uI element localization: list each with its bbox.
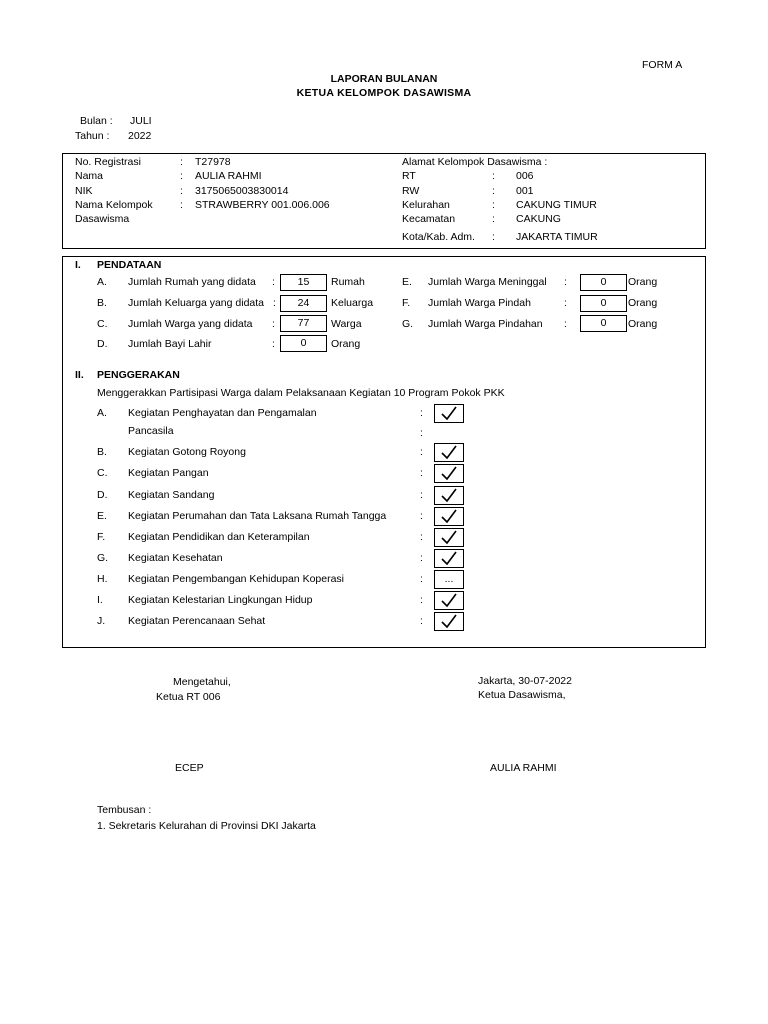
kelompok-label-2: Dasawisma: [75, 213, 130, 225]
unit-label: Orang: [331, 338, 361, 350]
activity-label-continued: Pancasila: [128, 425, 174, 437]
tahun-label: Tahun :: [75, 130, 110, 142]
activity-checkbox[interactable]: [434, 507, 464, 526]
colon: :: [180, 199, 183, 211]
item-label: Jumlah Warga Meninggal: [428, 276, 547, 288]
checkmark-icon: [440, 488, 458, 503]
unit-label: Orang: [628, 318, 658, 330]
item-letter: F.: [402, 297, 411, 309]
rt-label: RT: [402, 170, 416, 182]
mengetahui-label: Mengetahui,: [173, 676, 231, 688]
value-field[interactable]: 0: [580, 274, 627, 291]
item-letter: C.: [97, 318, 108, 330]
item-letter: E.: [402, 276, 412, 288]
bulan-label: Bulan :: [80, 115, 113, 127]
colon: :: [564, 276, 567, 288]
section-number: I.: [75, 259, 81, 271]
colon: :: [420, 573, 423, 585]
activity-label: Kegiatan Pendidikan dan Keterampilan: [128, 531, 310, 543]
kecamatan-label: Kecamatan: [402, 213, 456, 225]
kelurahan-value: CAKUNG TIMUR: [516, 199, 597, 211]
activity-letter: E.: [97, 510, 107, 522]
activity-checkbox[interactable]: [434, 404, 464, 423]
value-field[interactable]: 0: [580, 315, 627, 332]
form-code: FORM A: [642, 59, 683, 71]
colon: :: [420, 489, 423, 501]
value-field[interactable]: 15: [280, 274, 327, 291]
rt-value: 006: [516, 170, 534, 182]
colon: :: [492, 213, 495, 225]
rt-signatory-name: ECEP: [175, 762, 204, 774]
ketua-rt-label: Ketua RT 006: [156, 691, 221, 703]
colon: :: [420, 594, 423, 606]
activity-letter: H.: [97, 573, 108, 585]
item-label: Jumlah Keluarga yang didata: [128, 297, 265, 309]
activity-label: Kegiatan Sandang: [128, 489, 215, 501]
colon: :: [272, 276, 275, 288]
item-label: Jumlah Rumah yang didata: [128, 276, 256, 288]
rw-label: RW: [402, 185, 420, 197]
kota-label: Kota/Kab. Adm.: [402, 231, 475, 243]
colon: :: [273, 297, 276, 309]
activity-checkbox[interactable]: [434, 464, 464, 483]
activity-checkbox[interactable]: [434, 612, 464, 631]
colon: :: [492, 185, 495, 197]
item-label: Jumlah Warga Pindah: [428, 297, 531, 309]
kota-value: JAKARTA TIMUR: [516, 231, 598, 243]
value-field[interactable]: 24: [280, 295, 327, 312]
colon: :: [492, 170, 495, 182]
colon: :: [180, 170, 183, 182]
activity-letter: B.: [97, 446, 107, 458]
rw-value: 001: [516, 185, 534, 197]
activity-letter: A.: [97, 407, 107, 419]
activity-letter: D.: [97, 489, 108, 501]
activity-letter: F.: [97, 531, 106, 543]
nama-value: AULIA RAHMI: [195, 170, 262, 182]
colon: :: [180, 156, 183, 168]
checkmark-icon: [440, 445, 458, 460]
item-letter: B.: [97, 297, 107, 309]
item-label: Jumlah Bayi Lahir: [128, 338, 212, 350]
checkmark-icon: [440, 551, 458, 566]
identity-box: [62, 153, 706, 249]
kelompok-value: STRAWBERRY 001.006.006: [195, 199, 330, 211]
item-letter: G.: [402, 318, 414, 330]
ketua-dasawisma-label: Ketua Dasawisma,: [478, 689, 566, 701]
kelompok-label: Nama Kelompok: [75, 199, 153, 211]
value-field[interactable]: 0: [280, 335, 327, 352]
colon: :: [564, 318, 567, 330]
unit-label: Orang: [628, 276, 658, 288]
colon: :: [420, 467, 423, 479]
section-intro: Menggerakkan Partisipasi Warga dalam Pelaksanaan Kegiatan 10 Program Pokok PKK: [97, 387, 505, 399]
title-line-1: LAPORAN BULANAN: [330, 73, 438, 85]
colon: :: [420, 510, 423, 522]
checkmark-icon: [440, 466, 458, 481]
place-date: Jakarta, 30-07-2022: [478, 675, 572, 687]
activity-checkbox[interactable]: [434, 486, 464, 505]
value-field[interactable]: 0: [580, 295, 627, 312]
bulan-value: JULI: [130, 115, 152, 127]
activity-letter: C.: [97, 467, 108, 479]
colon: :: [420, 427, 423, 439]
item-label: Jumlah Warga yang didata: [128, 318, 253, 330]
activity-letter: I.: [97, 594, 103, 606]
nama-label: Nama: [75, 170, 104, 182]
item-letter: D.: [97, 338, 108, 350]
checkmark-icon: [440, 509, 458, 524]
empty-mark: ...: [444, 573, 454, 585]
colon: :: [420, 531, 423, 543]
section-title: PENDATAAN: [97, 259, 162, 271]
colon: :: [272, 318, 275, 330]
activity-label: Kegiatan Pengembangan Kehidupan Koperasi: [128, 573, 345, 585]
activity-checkbox[interactable]: [434, 549, 464, 568]
activity-checkbox[interactable]: [434, 528, 464, 547]
colon: :: [420, 446, 423, 458]
activity-letter: G.: [97, 552, 109, 564]
activity-label: Kegiatan Perumahan dan Tata Laksana Rumah Tangga: [128, 510, 387, 522]
checkmark-icon: [440, 593, 458, 608]
activity-label: Kegiatan Pangan: [128, 467, 209, 479]
colon: :: [420, 407, 423, 419]
activity-label: Kegiatan Kesehatan: [128, 552, 223, 564]
colon: :: [564, 297, 567, 309]
kecamatan-value: CAKUNG: [516, 213, 561, 225]
value-field[interactable]: 77: [280, 315, 327, 332]
item-letter: A.: [97, 276, 107, 288]
unit-label: Rumah: [331, 276, 365, 288]
colon: :: [492, 199, 495, 211]
activity-label: Kegiatan Gotong Royong: [128, 446, 246, 458]
activity-checkbox[interactable]: [434, 570, 464, 589]
tembusan-label: Tembusan :: [97, 804, 152, 816]
no-reg-label: No. Registrasi: [75, 156, 141, 168]
unit-label: Orang: [628, 297, 658, 309]
activity-letter: J.: [97, 615, 106, 627]
colon: :: [180, 185, 183, 197]
nik-value: 3175065003830014: [195, 185, 289, 197]
tembusan-item: 1. Sekretaris Kelurahan di Provinsi DKI Jakarta: [97, 820, 316, 832]
no-reg-value: T27978: [195, 156, 231, 168]
colon: :: [272, 338, 275, 350]
colon: :: [420, 552, 423, 564]
tahun-value: 2022: [128, 130, 152, 142]
checkmark-icon: [440, 406, 458, 421]
unit-label: Keluarga: [331, 297, 374, 309]
unit-label: Warga: [331, 318, 362, 330]
activity-label: Kegiatan Perencanaan Sehat: [128, 615, 266, 627]
colon: :: [420, 615, 423, 627]
dasawisma-signatory-name: AULIA RAHMI: [490, 762, 557, 774]
checkmark-icon: [440, 614, 458, 629]
activity-checkbox[interactable]: [434, 591, 464, 610]
activity-label: Kegiatan Penghayatan dan Pengamalan: [128, 407, 317, 419]
title-line-2: KETUA KELOMPOK DASAWISMA: [296, 87, 472, 99]
section-title: PENGGERAKAN: [97, 369, 180, 381]
activity-label: Kegiatan Kelestarian Lingkungan Hidup: [128, 594, 313, 606]
activity-checkbox[interactable]: [434, 443, 464, 462]
item-label: Jumlah Warga Pindahan: [428, 318, 543, 330]
colon: :: [492, 231, 495, 243]
section-number: II.: [75, 369, 84, 381]
nik-label: NIK: [75, 185, 93, 197]
checkmark-icon: [440, 530, 458, 545]
kelurahan-label: Kelurahan: [402, 199, 450, 211]
alamat-label: Alamat Kelompok Dasawisma :: [402, 156, 548, 168]
